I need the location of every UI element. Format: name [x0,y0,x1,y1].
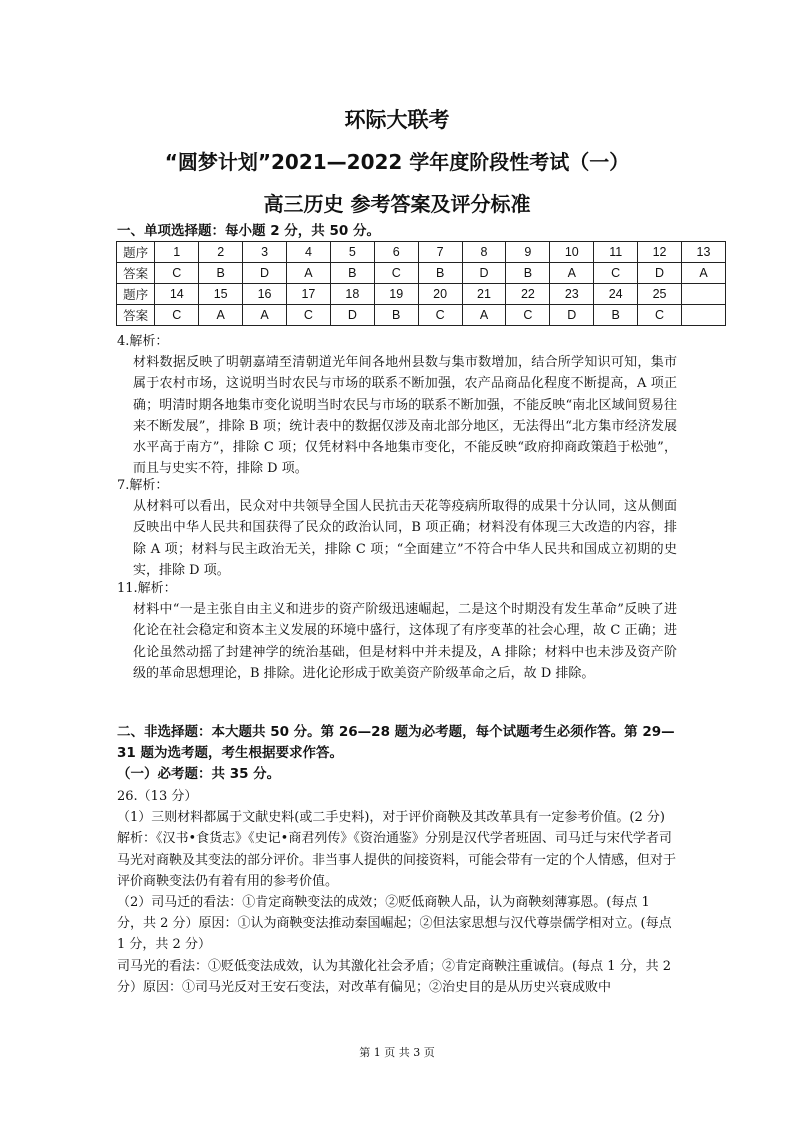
table-cell: A [550,263,594,284]
table-cell: D [550,305,594,326]
table-row [117,263,726,284]
table-cell: D [243,263,287,284]
table-cell: 11 [594,242,638,263]
table-cell: A [199,305,243,326]
table-cell: B [199,263,243,284]
table-cell: 25 [638,284,682,305]
table-cell: A [287,263,331,284]
section1-heading: 一、单项选择题：每小题 2 分，共 50 分。 [117,223,380,239]
analysis-label: 7.解析： [117,478,169,493]
table-cell: C [374,263,418,284]
table-cell: 题序 [117,242,155,263]
question-label: 26.（13 分） [117,789,198,804]
table-cell: D [638,263,682,284]
table-cell: C [418,305,462,326]
analysis-text: 从材料可以看出，民众对中共领导全国人民抗击天花等疫病所取得的成果十分认同，这从侧面反映出中华人民共和国获得了民众的政治认同，B 项正确；材料没有体现三大改造的内容，排除 A 项；材料与民主政治无关，排除 C 项；“全面建立”不符合中华人民共和国成立初期的史实，排除 D 项。 [133,499,677,578]
analysis-q7 [117,475,677,581]
table-cell: 10 [550,242,594,263]
analysis-label: 11.解析： [117,581,177,596]
question-26 [117,786,677,998]
table-cell: 21 [462,284,506,305]
table-cell: 6 [374,242,418,263]
table-cell: 5 [330,242,374,263]
table-cell: 答案 [117,305,155,326]
table-cell: 9 [506,242,550,263]
table-cell: 14 [155,284,199,305]
exam-title: “圆梦计划”2021—2022 学年度阶段性考试（一） [164,150,630,174]
table-cell: 8 [462,242,506,263]
table-row [117,242,726,263]
section2-heading: 二、非选择题：本大题共 50 分。第 26—28 题为必考题，每个试题考生必须作答。第 29—31 题为选考题，考生根据要求作答。 [117,724,675,761]
table-cell: 7 [418,242,462,263]
analysis-q4 [117,331,677,479]
table-cell: 4 [287,242,331,263]
table-row [117,284,726,305]
table-cell: 答案 [117,263,155,284]
table-cell: 2 [199,242,243,263]
table-row [117,305,726,326]
table-cell: C [155,305,199,326]
analysis-text: 材料数据反映了明朝嘉靖至清朝道光年间各地州县数与集市数增加，结合所学知识可知，集市属于农村市场，这说明当时农民与市场的联系不断加强，农产品商品化程度不断提高，A 项正确；明清时期各地集市变化说明当时农民与市场的联系不断加强，不能反映“南北区域间贸易往来不断发展”，排除 B 项；统计表中的数据仅涉及南北部分地区，无法得出“北方集市经济发展水平高于南方”，排除 C 项；仅凭材料中各地集市变化，不能反映“政府抑商政策趋于松弛”，而且与史实不符，排除 D 项。 [133,355,677,477]
table-cell: C [506,305,550,326]
table-cell: 12 [638,242,682,263]
table-cell: D [462,263,506,284]
table-cell: 16 [243,284,287,305]
analysis-text: 材料中“一是主张自由主义和进步的资产阶级迅速崛起，二是这个时期没有发生革命”反映了进化论在社会稳定和资本主义发展的环境中盛行，这体现了有序变革的社会心理，故 C 正确；进化论虽然动摇了封建神学的统治基础，但是材料中并未提及，A 排除；材料中也未涉及资产阶级的革命思想理论，B 排除。进化论形成于欧美资产阶级革命之后，故 D 排除。 [133,602,677,681]
answer-part-2: （2）司马迁的看法：①肯定商鞅变法的成效；②贬低商鞅人品，认为商鞅刻薄寡恩。(每点 1 分，共 2 分）原因：①认为商鞅变法推动秦国崛起；②但法家思想与汉代尊崇儒学相对立。(每点 1 分，共 2 分） [117,895,672,953]
table-cell: B [418,263,462,284]
table-cell: 19 [374,284,418,305]
table-cell: 3 [243,242,287,263]
table-cell: 20 [418,284,462,305]
table-cell: A [243,305,287,326]
table-cell: 15 [199,284,243,305]
exam-organizer-title: 环际大联考 [344,108,450,132]
table-cell [682,305,726,326]
table-cell: 22 [506,284,550,305]
table-cell: 17 [287,284,331,305]
table-cell: 1 [155,242,199,263]
table-cell: B [374,305,418,326]
table-cell: B [594,305,638,326]
answer-key-title: 高三历史 参考答案及评分标准 [263,192,531,216]
table-cell: D [330,305,374,326]
table-cell: C [155,263,199,284]
answer-table [116,241,726,326]
table-cell: B [330,263,374,284]
table-cell: A [682,263,726,284]
analysis-label: 4.解析： [117,334,169,349]
answer-part-1-analysis: 解析：《汉书•食货志》《史记•商君列传》《资治通鉴》分别是汉代学者班固、司马迁与宋代学者司马光对商鞅及其变法的部分评价。非当事人提供的间接资料，可能会带有一定的个人情感，但对于评价商鞅变法仍有着有用的参考价值。 [117,831,677,889]
table-cell: C [594,263,638,284]
table-cell: 24 [594,284,638,305]
table-cell: C [638,305,682,326]
answer-part-1: （1）三则材料都属于文献史料(或二手史料)，对于评价商鞅及其改革具有一定参考价值。(2 分) [117,810,665,826]
answer-part-2-cont: 司马光的看法：①贬低变法成效，认为其激化社会矛盾；②肯定商鞅注重诚信。(每点 1 分，共 2 分）原因：①司马光反对王安石变法，对改革有偏见；②治史目的是从历史兴衰成败中 [117,958,672,995]
analysis-q11 [117,578,677,684]
table-cell: 18 [330,284,374,305]
table-cell: C [287,305,331,326]
table-cell: 13 [682,242,726,263]
page-number: 第 1 页 共 3 页 [359,1046,435,1059]
table-cell: B [506,263,550,284]
table-cell: 23 [550,284,594,305]
section2-subheading: （一）必考题：共 35 分。 [117,766,281,782]
table-cell: 题序 [117,284,155,305]
table-cell: A [462,305,506,326]
table-cell [682,284,726,305]
